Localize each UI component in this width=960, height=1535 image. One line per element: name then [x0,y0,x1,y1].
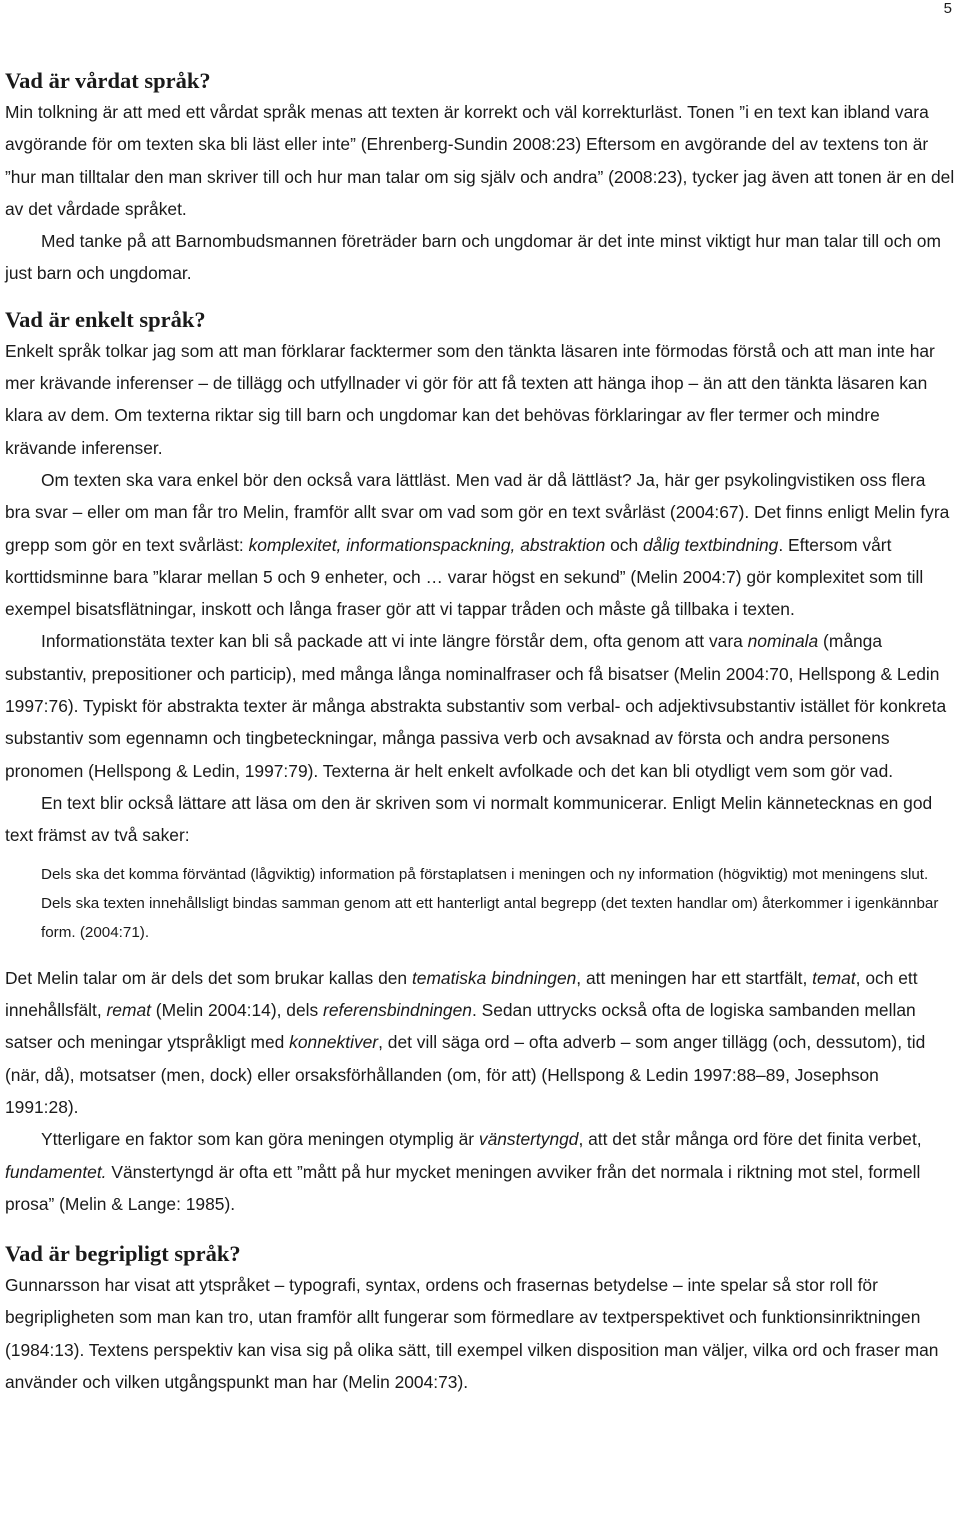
section-heading-begripligt-sprak: Vad är begripligt språk? [5,1241,241,1267]
emphasized-term: vänstertyngd [478,1129,579,1150]
text-run: och [605,534,643,555]
paragraph [5,625,955,786]
section-heading-vardat-sprak: Vad är vårdat språk? [5,68,211,93]
paragraph [5,335,955,464]
text-run: , och ett innehållsfält, [5,967,918,1021]
emphasized-term: dålig textbindning [642,534,779,555]
text-run: En text blir också lättare att läsa om den är skriven som vi normalt kommunicerar. Enligt Melin kännetecknas en god text främst av två saker: [5,792,933,846]
text-run: Med tanke på att Barnombudsmannen företräder barn och ungdomar är det inte minst viktigt hur man talar till och om just barn och ungdomar. [5,231,941,284]
paragraph [5,962,955,1123]
paragraph [5,1123,955,1220]
emphasized-term: remat [106,1000,151,1021]
page-number: 5 [943,0,952,17]
text-run: , att meningen har ett startfält, [576,967,813,988]
text-run: Ytterligare en faktor som kan göra meningen otymplig är [41,1129,479,1150]
emphasized-term: nominala [747,631,819,652]
paragraph [5,225,955,290]
text-run: Enkelt språk tolkar jag som att man förklarar facktermer som den tänkta läsaren inte förmodas förstå och att man inte har mer krävande inferenser – de tillägg och utfyllnader vi gör för att få texten att hänga ihop – än att den tänkta läsaren kan klara av dem. Om texterna riktar sig till barn och ungdomar kan det behövas förklaringar av fler termer och mindre krävande inferenser. [5,340,935,458]
emphasized-term: tematiska bindningen [411,967,577,988]
text-run: , det vill säga ord – ofta adverb – som anger tillägg (och, dessutom), tid (när, då), motsatser (men, dock) eller orsaksförhållanden (om, för att) (Hellspong & Ledin 1997:88–89, Josephson 1991:28). [5,1032,926,1117]
block-quote: Dels ska det komma förväntad (lågviktig) information på förstaplatsen i meningen och ny information (högviktig) mot meningens slut. Dels ska texten innehållsligt bindas samman genom att ett hanterligt antal begrepp (det texten handlar om) återkommer i igenkännbar form. (2004:71). [41,865,939,942]
text-run: Gunnarsson har visat att ytspråket – typografi, syntax, ordens och frasernas betydelse – inte spelar så stor roll för begripligheten som man kan tro, utan framför allt fungerar som förmedlare av textperspektivet och funktionsinriktningen (1984:13). Textens perspektiv kan visa sig på olika sätt, till exempel vilken disposition man väljer, vilka ord och fraser man använder och vilken utgångspunkt man har (Melin 2004:73). [5,1275,939,1393]
text-run: . Sedan uttrycks också ofta de logiska sambanden mellan satser och meningar ytspråkligt med [5,1000,916,1053]
emphasized-term: konnektiver [289,1032,379,1053]
text-run: Min tolkning är att med ett vårdat språk menas att texten är korrekt och väl korrekturläst. Tonen ”i en text kan ibland vara avgörande för om texten ska bli läst eller inte” (Ehrenberg-Sundin 2008:23) Eftersom en avgörande del av textens ton är ”hur man tilltalar den man skriver till och hur man talar om sig själv och andra” (2008:23), tycker jag även att tonen är en del av det vårdade språket. [5,102,955,219]
text-run: . Eftersom vårt korttidsminne bara ”klarar mellan 5 och 9 enheter, och … varar högst en sekund” (Melin 2004:7) gör komplexitet som till exempel bisatsflätningar, inskott och långa fraser gör att vi tappar tråden och måste gå tillbaka i texten. [5,534,924,620]
text-run: , att det står många ord före det finita verbet, [578,1129,922,1150]
paragraph [5,1269,955,1398]
paragraph [5,96,955,225]
emphasized-term: temat [812,967,856,988]
paragraph [5,464,955,625]
section-heading-enkelt-sprak: Vad är enkelt språk? [5,306,206,332]
text-run: Det Melin talar om är dels det som brukar kallas den [5,967,412,988]
text-run: (många substantiv, prepositioner och particip), med många långa nominalfraser och få bisatser (Melin 2004:70, Hellspong & Ledin 1997:76). Typiskt för abstrakta texter är många abstrakta substantiv som verbal- och adjektivsubstantiv istället för konkreta substantiv som egennamn och tingbeteckningar, många passiva verb och avsaknad av första och andra personens pronomen (Hellspong & Ledin, 1997:79). Texterna är helt enkelt avfolkade och det kan bli otydligt vem som gör vad. [5,631,947,781]
paragraph [5,787,955,852]
text-run: (Melin 2004:14), dels [150,1000,324,1021]
emphasized-term: komplexitet, informationspackning, abstraktion [248,534,606,555]
emphasized-term: fundamentet. [5,1161,107,1182]
text-run: Informationstäta texter kan bli så packade att vi inte längre förstår dem, ofta genom att vara [41,631,748,652]
text-run: Om texten ska vara enkel bör den också vara lättläst. Men vad är då lättläst? Ja, här ger psykolingvistiken oss flera bra svar – eller om man får tro Melin, framför allt svar om vad som gör en text svårläst (2004:67). Det finns enligt Melin fyra grepp som gör en text svårläst: [5,469,950,555]
emphasized-term: referensbindningen [323,1000,472,1021]
document-body [5,62,955,1398]
text-run: Vänstertyngd är ofta ett ”mått på hur mycket meningen avviker från det normala i riktning mot stel, formell prosa” (Melin & Lange: 1985). [5,1161,921,1214]
